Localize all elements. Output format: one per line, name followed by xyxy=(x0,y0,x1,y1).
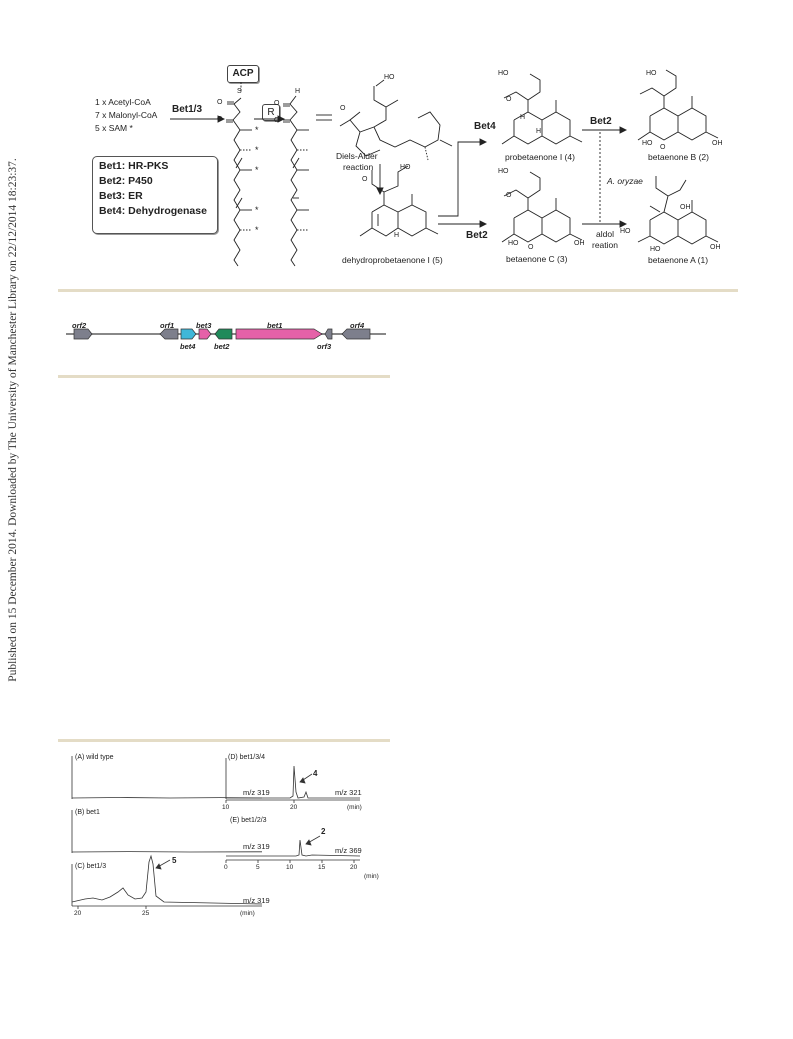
gene-label-orf4: orf4 xyxy=(350,321,365,330)
divider-rule xyxy=(58,739,390,742)
atom-o: O xyxy=(506,192,512,199)
orf2-arrow xyxy=(74,329,92,339)
orf4-arrow xyxy=(342,329,370,339)
atom-ho: HO xyxy=(400,164,411,171)
peak-2-label: 2 xyxy=(321,827,326,836)
orf3-arrow xyxy=(325,329,332,339)
gene-label-bet4: bet4 xyxy=(180,342,196,351)
panel-a-label: (A) wild type xyxy=(75,754,114,761)
axis-unit: (min) xyxy=(347,804,362,811)
diels-alder-label: Diels-Alder xyxy=(336,151,378,161)
compound-2-name: betaenone B (2) xyxy=(648,152,709,162)
precursor-malonyl: 7 x Malonyl-CoA xyxy=(95,110,158,120)
aldol-label: aldol xyxy=(596,229,614,239)
tick-0: 0 xyxy=(224,864,228,871)
atom-o: O xyxy=(506,96,512,103)
acp-label: ACP xyxy=(232,68,254,79)
axis-unit: (min) xyxy=(240,910,255,917)
panel-e-label: (E) bet1/2/3 xyxy=(230,817,267,824)
atom-h: H xyxy=(536,128,542,135)
peak-5-label: 5 xyxy=(172,856,177,865)
star-mark: * xyxy=(255,225,259,235)
compound-1-name: betaenone A (1) xyxy=(648,255,709,265)
atom-o: O xyxy=(217,116,223,123)
divider-rule xyxy=(58,289,738,292)
chromatogram-traces xyxy=(60,752,410,922)
svg-text:HO: HO xyxy=(384,74,395,81)
axis-unit: (min) xyxy=(364,873,379,880)
atom-o: O xyxy=(528,244,534,251)
legend-bet3: Bet3: ER xyxy=(99,190,143,202)
tick-20: 20 xyxy=(350,864,358,871)
atom-oh: OH xyxy=(680,204,691,211)
arrow-bet13-label: Bet1/3 xyxy=(172,104,203,115)
arrow-bet2-label: Bet2 xyxy=(466,230,488,241)
peak-4-label: 4 xyxy=(313,769,318,778)
atom-h: H xyxy=(295,88,301,95)
compound-3-name: betaenone C (3) xyxy=(506,254,568,264)
panel-e-mz: m/z 369 xyxy=(335,846,362,855)
gene-map xyxy=(66,320,386,360)
compound-4-name: probetaenone I (4) xyxy=(505,152,575,162)
atom-s: S xyxy=(237,88,242,95)
panel-b-mz: m/z 319 xyxy=(243,842,270,851)
compound-5-name: dehydroprobetaenone I (5) xyxy=(342,255,443,265)
tick-10: 10 xyxy=(286,864,294,871)
r-label: R xyxy=(267,107,275,118)
atom-oh: OH xyxy=(712,140,723,147)
bet1-arrow xyxy=(236,329,322,339)
aldol-label-2: reation xyxy=(592,240,618,250)
tick-25: 25 xyxy=(142,910,150,917)
precursor-acetyl: 1 x Acetyl-CoA xyxy=(95,97,151,107)
diels-alder-label-2: reaction xyxy=(343,162,374,172)
atom-oh: OH xyxy=(574,240,585,247)
panel-a-mz: m/z 319 xyxy=(243,788,270,797)
legend-bet4: Bet4: Dehydrogenase xyxy=(99,205,207,217)
tick-20: 20 xyxy=(290,804,298,811)
atom-ho: HO xyxy=(498,70,509,77)
atom-o: O xyxy=(274,100,280,107)
atom-o: O xyxy=(362,176,368,183)
precursor-sam: 5 x SAM * xyxy=(95,123,133,133)
tick-15: 15 xyxy=(318,864,326,871)
star-mark: * xyxy=(255,125,259,135)
gene-label-orf2: orf2 xyxy=(72,321,87,330)
atom-ho: HO xyxy=(620,228,631,235)
orf1-arrow xyxy=(160,329,178,339)
tick-10: 10 xyxy=(222,804,230,811)
panel-d-label: (D) bet1/3/4 xyxy=(228,754,265,761)
atom-ho: HO xyxy=(498,168,509,175)
a-oryzae-label: A. oryzae xyxy=(607,176,643,186)
tick-20: 20 xyxy=(74,910,82,917)
panel-b-label: (B) bet1 xyxy=(75,809,100,816)
bet3-arrow xyxy=(199,329,211,339)
gene-label-orf3: orf3 xyxy=(317,342,332,351)
gene-label-bet2: bet2 xyxy=(214,342,230,351)
gene-label-bet3: bet3 xyxy=(196,321,212,330)
legend-bet2: Bet2: P450 xyxy=(99,175,153,187)
atom-o: O xyxy=(274,117,280,124)
star-mark: * xyxy=(255,165,259,175)
atom-o: O xyxy=(217,99,223,106)
legend-bet1: Bet1: HR-PKS xyxy=(99,160,169,172)
atom-o: O xyxy=(660,144,666,151)
gene-label-orf1: orf1 xyxy=(160,321,175,330)
atom-o: O xyxy=(340,105,346,112)
publication-note: Published on 15 December 2014. Downloaded by The University of Manchester Library on 22/12/2014 18:23:37. xyxy=(7,158,19,682)
arrow-bet4-label: Bet4 xyxy=(474,121,496,132)
bet2-arrow xyxy=(215,329,232,339)
atom-ho: HO xyxy=(650,246,661,253)
panel-c-label: (C) bet1/3 xyxy=(75,863,107,870)
tick-5: 5 xyxy=(256,864,260,871)
atom-h: H xyxy=(394,232,400,239)
atom-ho: HO xyxy=(646,70,657,77)
atom-ho: HO xyxy=(508,240,519,247)
panel-c-mz: m/z 319 xyxy=(243,896,270,905)
atom-h: H xyxy=(520,114,526,121)
star-mark: * xyxy=(255,145,259,155)
atom-ho: HO xyxy=(642,140,653,147)
panel-d-mz: m/z 321 xyxy=(335,788,362,797)
atom-oh: OH xyxy=(710,244,721,251)
gene-label-bet1: bet1 xyxy=(267,321,283,330)
divider-rule xyxy=(58,375,390,378)
arrow-bet2-top-label: Bet2 xyxy=(590,116,612,127)
star-mark: * xyxy=(255,205,259,215)
bet4-arrow xyxy=(181,329,196,339)
